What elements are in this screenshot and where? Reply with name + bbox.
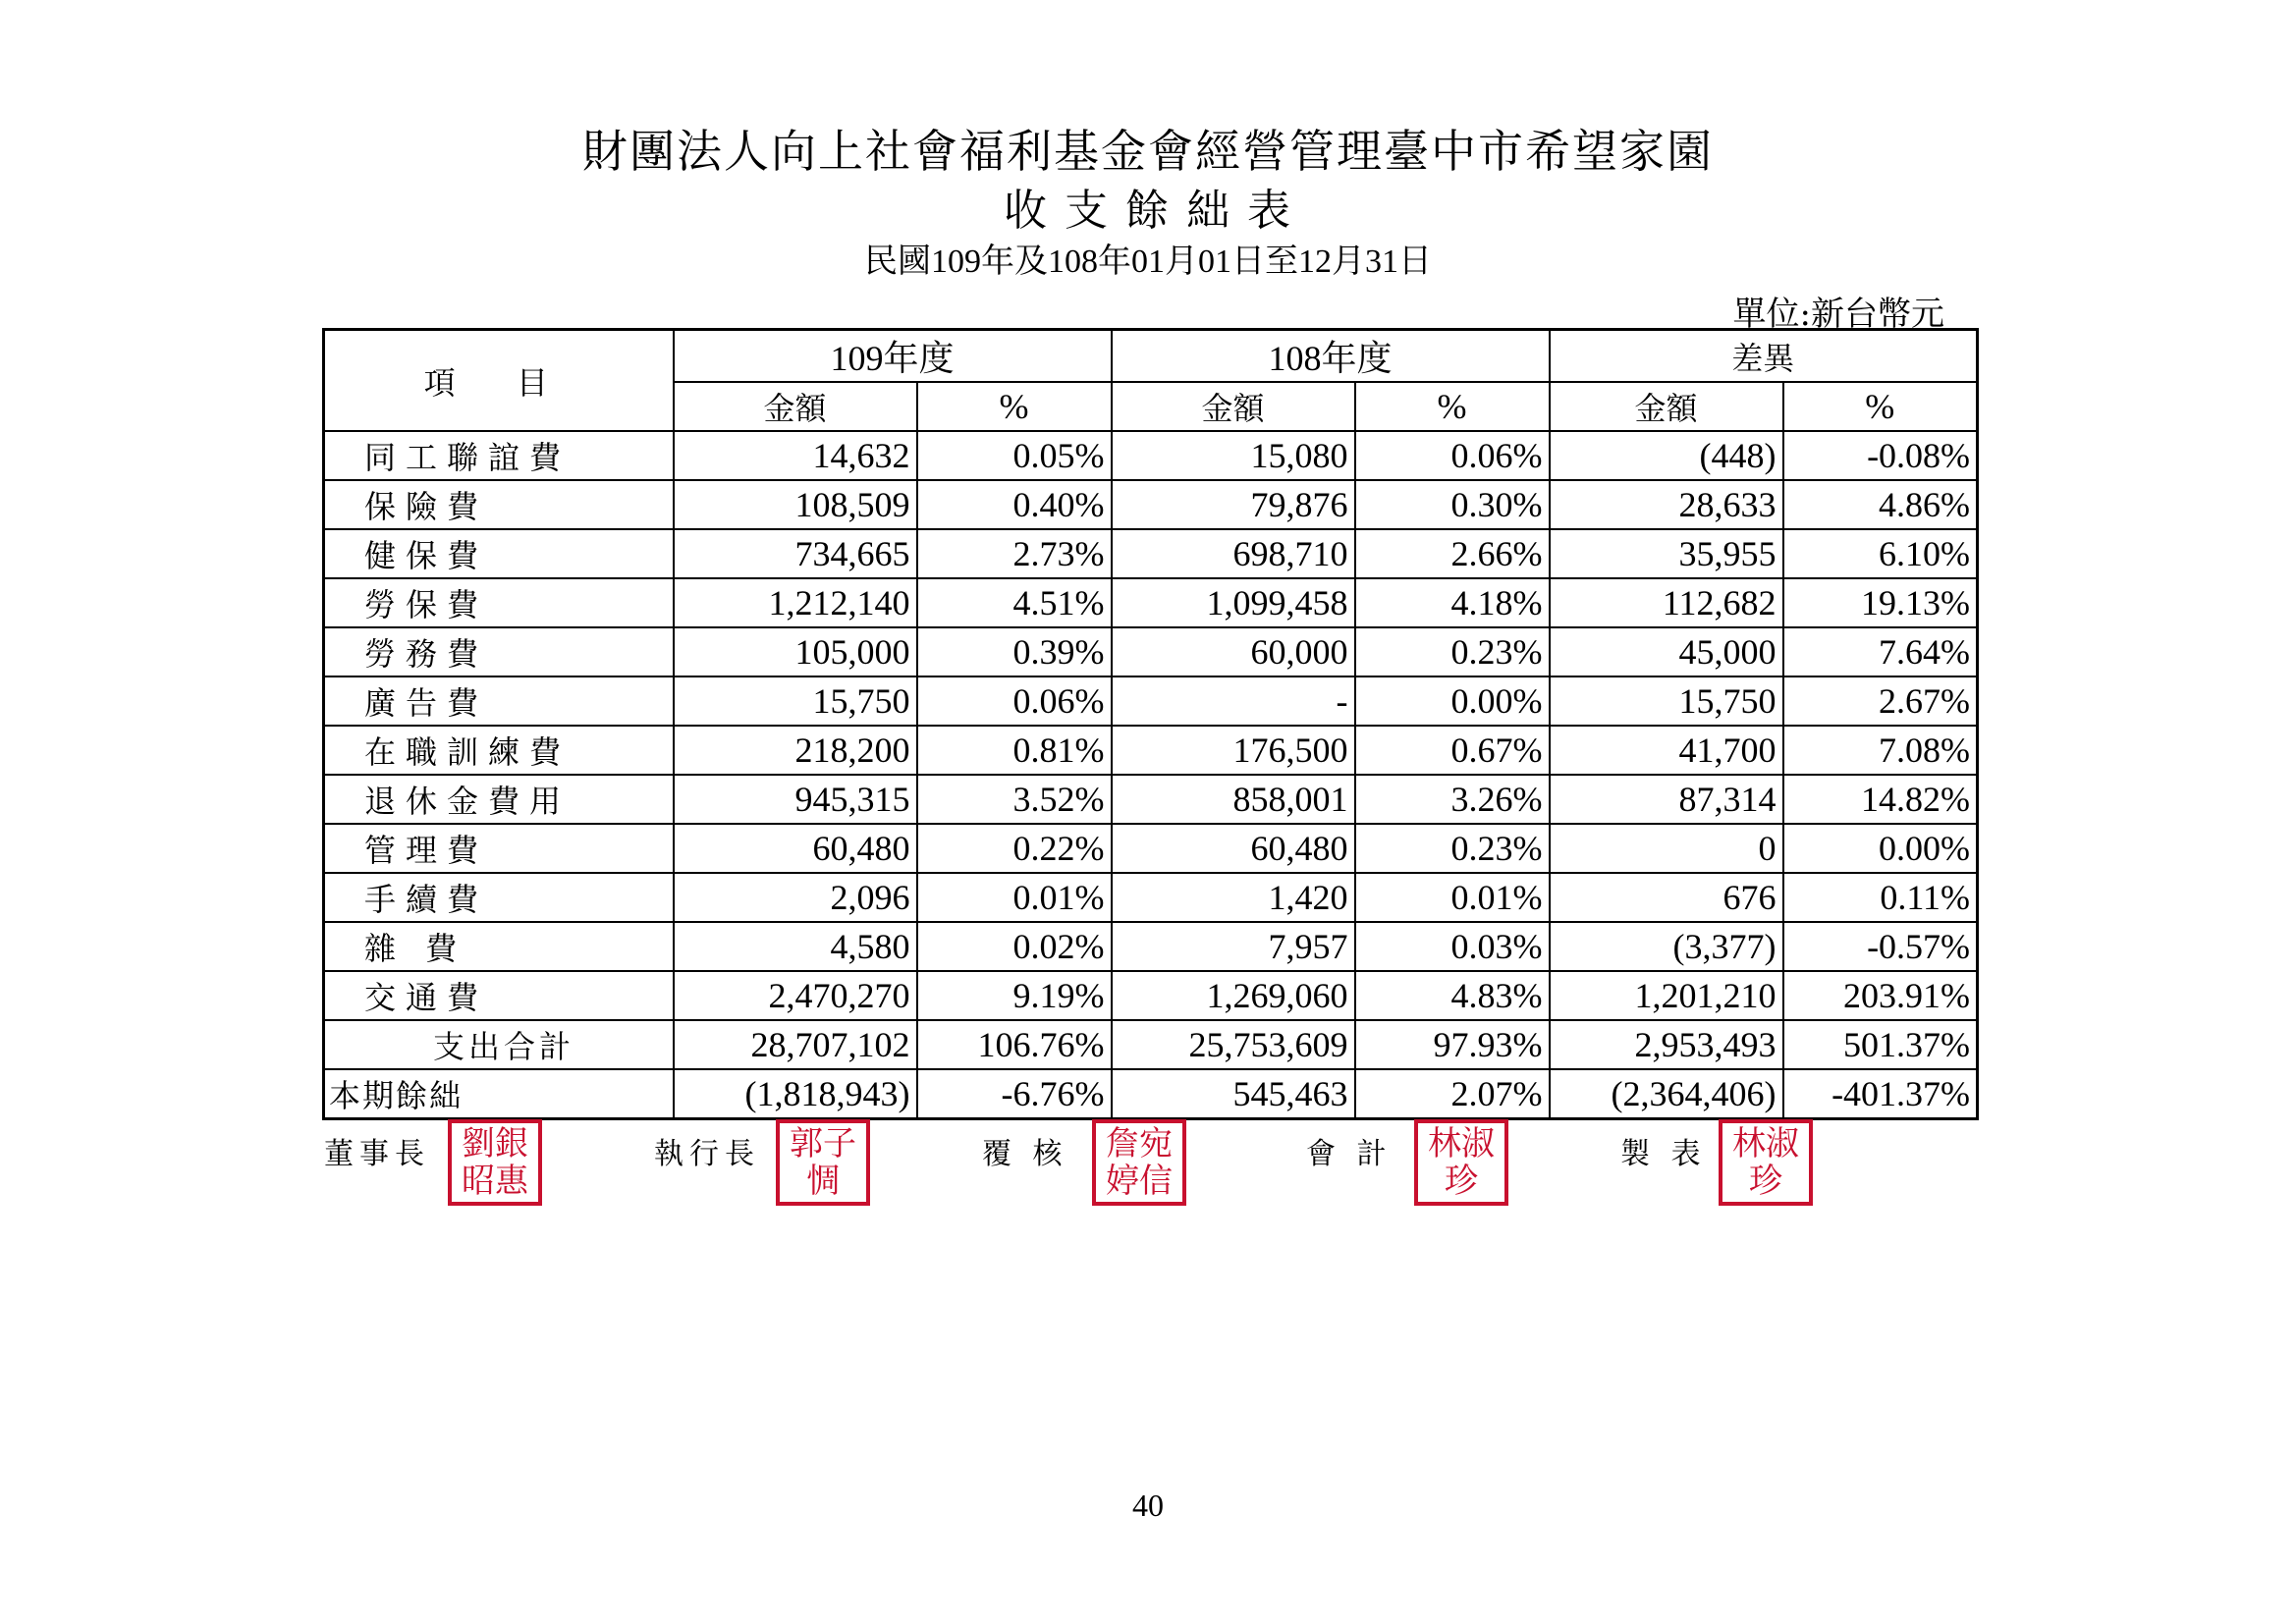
report-title: 收 支 餘 絀 表 [1004,186,1292,236]
pct-cell: 4.51% [917,578,1112,627]
net-row [324,1069,1978,1119]
amount-cell: 1,099,458 [1112,578,1355,627]
amount-cell: 7,957 [1112,922,1355,971]
pct-cell: 0.11% [1783,873,1978,922]
amount-cell: 60,000 [1112,627,1355,676]
amount-cell: 105,000 [674,627,917,676]
amount-cell: 2,096 [674,873,917,922]
table-row [324,578,1978,627]
amount-cell: 60,480 [1112,824,1355,873]
pct-cell: 0.02% [917,922,1112,971]
pct-cell: 7.64% [1783,627,1978,676]
item-header: 項 目 [324,330,674,432]
table-row [324,676,1978,726]
amount-cell: 41,700 [1550,726,1783,775]
amount-cell: 14,632 [674,431,917,480]
amount-cell: 1,212,140 [674,578,917,627]
pct-cell: 2.07% [1355,1069,1550,1119]
amount-cell: (2,364,406) [1550,1069,1783,1119]
pct-cell: 19.13% [1783,578,1978,627]
amount-cell: 112,682 [1550,578,1783,627]
pct-header: % [917,382,1112,431]
org-title: 財團法人向上社會福利基金會經營管理臺中市希望家園 [582,125,1714,178]
group-header-108: 108年度 [1112,330,1550,383]
table-row [324,775,1978,824]
seal-text: 林淑珍 [1732,1124,1799,1201]
income-expense-table [322,328,1979,1120]
total-row [324,1020,1978,1069]
currency-unit: 單位:新台幣元 [1732,295,1944,334]
pct-cell: 0.01% [917,873,1112,922]
row-label: 保險費 [324,480,674,529]
amount-cell: 15,750 [1550,676,1783,726]
amount-cell: 28,707,102 [674,1020,917,1069]
pct-cell: 4.18% [1355,578,1550,627]
row-label: 雜 費 [324,922,674,971]
table-row [324,971,1978,1020]
row-label: 退休金費用 [324,775,674,824]
sig-title-accountant: 會 計 [1306,1137,1393,1171]
amount-cell: 545,463 [1112,1069,1355,1119]
row-label: 健保費 [324,529,674,578]
amount-header: 金額 [1550,382,1783,431]
pct-cell: 7.08% [1783,726,1978,775]
pct-cell: 0.39% [917,627,1112,676]
pct-cell: -401.37% [1783,1069,1978,1119]
pct-cell: 97.93% [1355,1020,1550,1069]
row-label: 支出合計 [324,1020,674,1069]
seal-text: 林淑珍 [1428,1124,1495,1201]
seal-preparer [1719,1119,1813,1206]
pct-cell: 106.76% [917,1020,1112,1069]
row-label: 勞務費 [324,627,674,676]
pct-cell: 2.66% [1355,529,1550,578]
row-label: 交通費 [324,971,674,1020]
amount-cell: 1,201,210 [1550,971,1783,1020]
seal-chairman [448,1119,542,1206]
table-row [324,922,1978,971]
pct-header: % [1355,382,1550,431]
pct-cell: 0.05% [917,431,1112,480]
seal-text: 詹宛婷信 [1106,1124,1173,1201]
page-number: 40 [1132,1488,1164,1523]
group-header-diff: 差異 [1550,330,1978,383]
header-row-groups [324,330,1978,383]
amount-cell: 15,080 [1112,431,1355,480]
pct-cell: 0.30% [1355,480,1550,529]
amount-cell: 87,314 [1550,775,1783,824]
amount-cell: 0 [1550,824,1783,873]
pct-cell: 0.06% [1355,431,1550,480]
pct-cell: 2.73% [917,529,1112,578]
pct-cell: 3.52% [917,775,1112,824]
amount-cell: 2,953,493 [1550,1020,1783,1069]
pct-cell: 0.03% [1355,922,1550,971]
pct-cell: 4.86% [1783,480,1978,529]
pct-cell: 0.01% [1355,873,1550,922]
pct-cell: 6.10% [1783,529,1978,578]
pct-cell: 0.06% [917,676,1112,726]
pct-cell: 203.91% [1783,971,1978,1020]
amount-cell: 45,000 [1550,627,1783,676]
amount-cell: 60,480 [674,824,917,873]
amount-cell: 108,509 [674,480,917,529]
row-label: 管理費 [324,824,674,873]
row-label: 在職訓練費 [324,726,674,775]
seal-accountant [1414,1119,1508,1206]
amount-cell: 4,580 [674,922,917,971]
amount-cell: 676 [1550,873,1783,922]
row-label: 同工聯誼費 [324,431,674,480]
amount-header: 金額 [674,382,917,431]
amount-cell: 218,200 [674,726,917,775]
pct-cell: 0.22% [917,824,1112,873]
amount-cell: 2,470,270 [674,971,917,1020]
pct-cell: 4.83% [1355,971,1550,1020]
pct-cell: 0.67% [1355,726,1550,775]
seal-text: 郭子惆 [790,1124,856,1201]
sig-title-chairman: 董事長 [324,1137,430,1171]
amount-cell: - [1112,676,1355,726]
amount-header: 金額 [1112,382,1355,431]
signature-row [324,1124,1994,1227]
amount-cell: 858,001 [1112,775,1355,824]
amount-cell: 698,710 [1112,529,1355,578]
sig-title-preparer: 製 表 [1620,1137,1707,1171]
pct-cell: 2.67% [1783,676,1978,726]
amount-cell: 25,753,609 [1112,1020,1355,1069]
amount-cell: 945,315 [674,775,917,824]
amount-cell: 79,876 [1112,480,1355,529]
pct-cell: 0.40% [917,480,1112,529]
row-label: 手續費 [324,873,674,922]
pct-cell: 501.37% [1783,1020,1978,1069]
table-row [324,824,1978,873]
amount-cell: (1,818,943) [674,1069,917,1119]
amount-cell: 15,750 [674,676,917,726]
seal-ceo [776,1119,870,1206]
pct-cell: 0.23% [1355,824,1550,873]
seal-text: 劉銀昭惠 [462,1124,528,1201]
sig-title-reviewer: 覆 核 [982,1137,1068,1171]
table-row [324,873,1978,922]
pct-cell: 3.26% [1355,775,1550,824]
amount-cell: 176,500 [1112,726,1355,775]
amount-cell: 1,420 [1112,873,1355,922]
table-row [324,480,1978,529]
sig-title-ceo: 執行長 [654,1137,760,1171]
amount-cell: (3,377) [1550,922,1783,971]
amount-cell: 734,665 [674,529,917,578]
row-label: 勞保費 [324,578,674,627]
amount-cell: 35,955 [1550,529,1783,578]
row-label: 廣告費 [324,676,674,726]
table-row [324,529,1978,578]
pct-cell: -0.08% [1783,431,1978,480]
group-header-109: 109年度 [674,330,1112,383]
pct-cell: 9.19% [917,971,1112,1020]
report-period: 民國109年及108年01月01日至12月31日 [864,243,1432,280]
pct-cell: 0.00% [1355,676,1550,726]
pct-cell: 14.82% [1783,775,1978,824]
table-row [324,627,1978,676]
amount-cell: 28,633 [1550,480,1783,529]
seal-reviewer [1092,1119,1186,1206]
table-row [324,726,1978,775]
amount-cell: (448) [1550,431,1783,480]
pct-cell: 0.00% [1783,824,1978,873]
pct-cell: -6.76% [917,1069,1112,1119]
pct-cell: 0.81% [917,726,1112,775]
table-row [324,431,1978,480]
pct-cell: -0.57% [1783,922,1978,971]
amount-cell: 1,269,060 [1112,971,1355,1020]
pct-cell: 0.23% [1355,627,1550,676]
row-label: 本期餘絀 [324,1069,674,1119]
pct-header: % [1783,382,1978,431]
